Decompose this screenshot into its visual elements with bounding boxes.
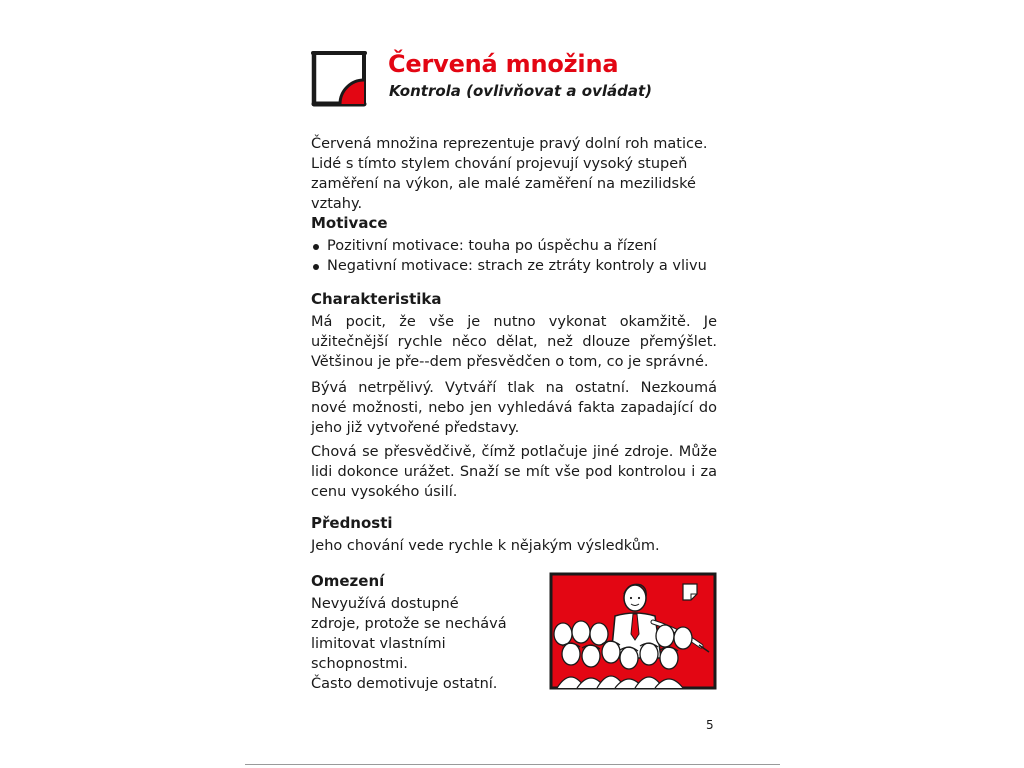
page-subtitle: Kontrola (ovlivňovat a ovládat) [389,82,652,100]
limitations-text [311,594,541,694]
list-item-text: Negativní motivace: strach ze ztráty kontroly a vlivu [327,258,707,274]
heading-motivace: Motivace [311,214,388,232]
matrix-red-corner-icon [310,50,368,108]
characteristic-paragraph: Chová se přesvědčivě, čímž potlačuje jiné zdroje. Může lidi dokonce urážet. Snaží se mít vše pod kontrolou i za cenu vysokého úsilí. [311,444,717,500]
list-item [311,256,731,276]
bullet-icon [313,244,319,250]
limitations-line: schopnostmi. [311,656,408,672]
heading-charakteristika: Charakteristika [311,290,442,308]
motivation-list [311,236,731,276]
list-item [311,236,731,256]
heading-omezeni: Omezení [311,572,385,590]
page-number: 5 [706,718,714,732]
bullet-icon [313,264,319,270]
presenter-illustration [549,572,717,690]
intro-paragraph: Červená množina reprezentuje pravý dolní roh matice. Lidé s tímto stylem chování projevují vysoký stupeň zaměření na výkon, ale malé zaměření na mezilidské vztahy. [311,136,708,212]
heading-prednosti: Přednosti [311,514,393,532]
limitations-line: Často demotivuje ostatní. [311,676,498,692]
page-title: Červená množina [388,50,619,78]
limitations-line: Nevyužívá dostupné [311,596,459,612]
limitations-line: limitovat vlastními [311,636,446,652]
limitations-line: zdroje, protože se nechává [311,616,507,632]
strengths-text: Jeho chování vede rychle k nějakým výsledkům. [311,538,660,554]
list-item-text: Pozitivní motivace: touha po úspěchu a řízení [327,238,657,254]
characteristic-paragraph: Bývá netrpělivý. Vytváří tlak na ostatní. Nezkoumá nové možnosti, nebo jen vyhledává fakta zapadající do jeho již vytvořené představy. [311,380,717,436]
characteristic-paragraph: Má pocit, že vše je nutno vykonat okamžitě. Je užitečnější rychle něco dělat, než dlouze přemýšlet. Většinou je pře--dem přesvědčen o tom, co je správné. [311,314,717,370]
bottom-divider [245,764,780,765]
